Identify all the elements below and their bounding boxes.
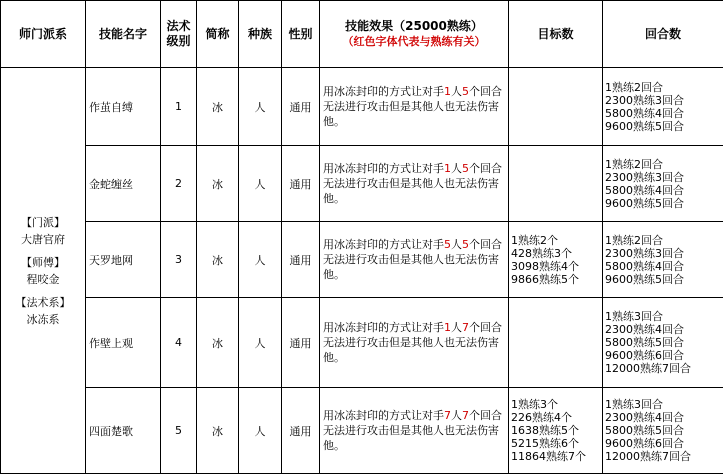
skill-abbr: 冰 (197, 68, 239, 146)
header-race: 种族 (239, 1, 282, 68)
round-entry: 1熟练3回合 (605, 310, 723, 323)
effect-target-count: 5 (444, 238, 451, 251)
skill-gender: 通用 (282, 68, 320, 146)
round-entry: 12000熟练7回合 (605, 450, 723, 463)
round-entry: 5800熟练4回合 (605, 107, 723, 120)
header-effect-title: 技能效果（25000熟练） (345, 19, 483, 33)
header-level: 法术 级别 (161, 1, 197, 68)
round-entry: 9600熟练6回合 (605, 349, 723, 362)
target-entry: 3098熟练4个 (511, 260, 602, 273)
effect-text-e: 个回合无法进行攻击但是其他人也无法伤害他。 (323, 409, 502, 452)
table-row (1, 388, 723, 474)
header-abbr: 简称 (197, 1, 239, 68)
system-group (1, 294, 85, 328)
effect-text-a: 用冰冻封印的方式让对手 (323, 409, 444, 422)
round-entry: 2300熟练3回合 (605, 247, 723, 260)
effect-text-c: 人 (451, 162, 462, 175)
round-entry: 5800熟练4回合 (605, 184, 723, 197)
header-rounds: 回合数 (603, 1, 723, 68)
skill-name: 金蛇缠丝 (86, 146, 161, 222)
target-entry: 1638熟练5个 (511, 424, 602, 437)
skill-effect (320, 222, 509, 298)
rounds-cell (603, 222, 723, 298)
rounds-cell (603, 298, 723, 388)
header-effect (320, 1, 509, 68)
skill-gender: 通用 (282, 298, 320, 388)
target-entry: 428熟练3个 (511, 247, 602, 260)
round-entry: 1熟练2回合 (605, 81, 723, 94)
effect-text-a: 用冰冻封印的方式让对手 (323, 238, 444, 251)
master-group (1, 254, 85, 288)
effect-text-c: 人 (451, 409, 462, 422)
target-entry: 9866熟练5个 (511, 273, 602, 286)
round-entry: 2300熟练3回合 (605, 94, 723, 107)
round-entry: 9600熟练5回合 (605, 197, 723, 210)
rounds-cell (603, 146, 723, 222)
rounds-cell (603, 388, 723, 474)
skill-race: 人 (239, 388, 282, 474)
skill-name: 四面楚歌 (86, 388, 161, 474)
skill-effect (320, 388, 509, 474)
skill-abbr: 冰 (197, 146, 239, 222)
skill-gender: 通用 (282, 388, 320, 474)
round-entry: 2300熟练3回合 (605, 171, 723, 184)
system-value: 冰冻系 (1, 311, 85, 328)
header-row (1, 1, 723, 68)
targets-cell (509, 298, 603, 388)
targets-cell (509, 222, 603, 298)
round-entry: 9600熟练5回合 (605, 273, 723, 286)
header-skill-name: 技能名字 (86, 1, 161, 68)
round-entry: 12000熟练7回合 (605, 362, 723, 375)
round-entry: 2300熟练4回合 (605, 323, 723, 336)
skill-effect (320, 298, 509, 388)
skill-name: 作壁上观 (86, 298, 161, 388)
effect-text-e: 个回合无法进行攻击但是其他人也无法伤害他。 (323, 85, 502, 128)
skill-level: 4 (161, 298, 197, 388)
effect-text-c: 人 (451, 238, 462, 251)
school-cell (1, 68, 86, 474)
target-entry: 11864熟练7个 (511, 450, 602, 463)
round-entry: 9600熟练6回合 (605, 437, 723, 450)
skill-level: 5 (161, 388, 197, 474)
system-label: 【法术系】 (1, 294, 85, 311)
skill-gender: 通用 (282, 146, 320, 222)
round-entry: 5800熟练5回合 (605, 424, 723, 437)
skill-race: 人 (239, 68, 282, 146)
effect-round-count: 7 (462, 409, 469, 422)
master-label: 【师傅】 (1, 254, 85, 271)
round-entry: 1熟练3回合 (605, 398, 723, 411)
sect-label: 【门派】 (1, 214, 85, 231)
skill-name: 作茧自缚 (86, 68, 161, 146)
table-row (1, 298, 723, 388)
skill-level: 1 (161, 68, 197, 146)
skill-race: 人 (239, 146, 282, 222)
effect-target-count: 7 (444, 409, 451, 422)
table-row (1, 68, 723, 146)
round-entry: 5800熟练4回合 (605, 260, 723, 273)
skill-gender: 通用 (282, 222, 320, 298)
effect-target-count: 1 (444, 321, 451, 334)
target-entry: 1熟练3个 (511, 398, 602, 411)
round-entry: 5800熟练5回合 (605, 336, 723, 349)
targets-cell (509, 146, 603, 222)
effect-text-e: 个回合无法进行攻击但是其他人也无法伤害他。 (323, 238, 502, 281)
table-row (1, 222, 723, 298)
skill-race: 人 (239, 298, 282, 388)
effect-text-a: 用冰冻封印的方式让对手 (323, 85, 444, 98)
effect-text-a: 用冰冻封印的方式让对手 (323, 321, 444, 334)
master-value: 程咬金 (1, 271, 85, 288)
effect-text-e: 个回合无法进行攻击但是其他人也无法伤害他。 (323, 162, 502, 205)
skill-abbr: 冰 (197, 222, 239, 298)
sect-group (1, 214, 85, 248)
sect-value: 大唐官府 (1, 231, 85, 248)
round-entry: 9600熟练5回合 (605, 120, 723, 133)
skill-name: 天罗地网 (86, 222, 161, 298)
effect-text-a: 用冰冻封印的方式让对手 (323, 162, 444, 175)
round-entry: 2300熟练4回合 (605, 411, 723, 424)
target-entry: 5215熟练6个 (511, 437, 602, 450)
effect-round-count: 5 (462, 238, 469, 251)
target-entry: 1熟练2个 (511, 234, 602, 247)
effect-round-count: 5 (462, 85, 469, 98)
header-school: 师门派系 (1, 1, 86, 68)
skill-abbr: 冰 (197, 298, 239, 388)
skill-effect (320, 146, 509, 222)
header-gender: 性别 (282, 1, 320, 68)
effect-text-e: 个回合无法进行攻击但是其他人也无法伤害他。 (323, 321, 502, 364)
effect-text-c: 人 (451, 85, 462, 98)
targets-cell (509, 388, 603, 474)
header-targets: 目标数 (509, 1, 603, 68)
round-entry: 1熟练2回合 (605, 158, 723, 171)
targets-cell (509, 68, 603, 146)
skill-effect (320, 68, 509, 146)
rounds-cell (603, 68, 723, 146)
table-row (1, 146, 723, 222)
skill-level: 3 (161, 222, 197, 298)
effect-target-count: 1 (444, 85, 451, 98)
effect-round-count: 5 (462, 162, 469, 175)
skill-abbr: 冰 (197, 388, 239, 474)
effect-round-count: 7 (462, 321, 469, 334)
header-effect-note: （红色字体代表与熟练有关） (320, 34, 508, 49)
effect-text-c: 人 (451, 321, 462, 334)
target-entry: 226熟练4个 (511, 411, 602, 424)
round-entry: 1熟练2回合 (605, 234, 723, 247)
skill-level: 2 (161, 146, 197, 222)
effect-target-count: 1 (444, 162, 451, 175)
skill-race: 人 (239, 222, 282, 298)
